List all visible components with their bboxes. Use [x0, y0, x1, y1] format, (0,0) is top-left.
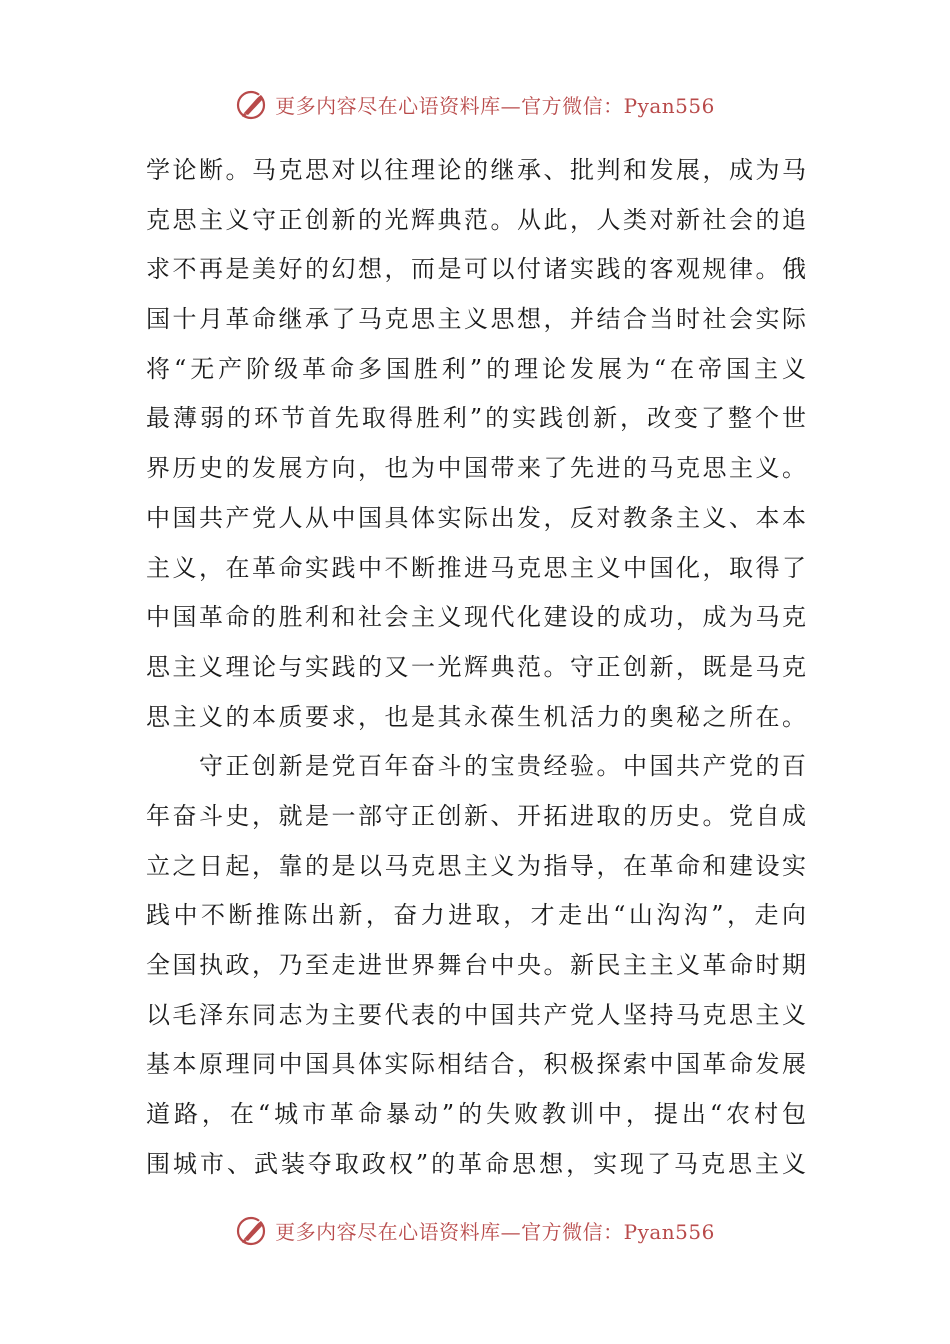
header-banner	[0, 84, 950, 124]
footer-banner	[0, 1210, 950, 1250]
body-line: 中国共产党人从中国具体实际出发，反对教条主义、本本	[146, 503, 806, 532]
body-line: 将“无产阶级革命多国胜利”的理论发展为“在帝国主义	[146, 354, 806, 383]
body-line: 以毛泽东同志为主要代表的中国共产党人坚持马克思主义	[146, 1000, 806, 1029]
body-line: 思主义理论与实践的又一光辉典范。守正创新，既是马克	[146, 652, 806, 681]
body-line: 道路，在“城市革命暴动”的失败教训中，提出“农村包	[146, 1100, 806, 1129]
footer-banner-text: 更多内容尽在心语资料库—官方微信：Pyan556	[275, 1219, 715, 1244]
body-line: 围城市、武装夺取政权”的革命思想，实现了马克思主义	[146, 1149, 806, 1178]
body-line: 求不再是美好的幻想，而是可以付诸实践的客观规律。俄	[146, 255, 806, 284]
pen-logo-icon	[235, 1213, 269, 1247]
body-line: 界历史的发展方向，也为中国带来了先进的马克思主义。	[146, 454, 806, 483]
body-line: 中国革命的胜利和社会主义现代化建设的成功，成为马克	[146, 603, 806, 632]
body-line: 全国执政，乃至走进世界舞台中央。新民主主义革命时期	[146, 951, 806, 979]
document-body	[146, 146, 806, 1189]
body-line: 学论断。马克思对以往理论的继承、批判和发展，成为马	[146, 156, 806, 184]
body-line: 克思主义守正创新的光辉典范。从此，人类对新社会的追	[146, 205, 806, 234]
body-line: 年奋斗史，就是一部守正创新、开拓进取的历史。党自成	[146, 801, 806, 830]
body-line: 基本原理同中国具体实际相结合，积极探索中国革命发展	[146, 1050, 806, 1079]
body-line: 国十月革命继承了马克思主义思想，并结合当时社会实际	[146, 305, 806, 334]
body-line: 最薄弱的环节首先取得胜利”的实践创新，改变了整个世	[146, 404, 806, 433]
header-banner-text: 更多内容尽在心语资料库—官方微信：Pyan556	[275, 93, 715, 118]
pen-logo-icon	[235, 87, 269, 121]
body-line: 践中不断推陈出新，奋力进取，才走出“山沟沟”，走向	[146, 901, 806, 930]
body-line: 守正创新是党百年奋斗的宝贵经验。中国共产党的百	[146, 752, 806, 781]
body-line: 主义，在革命实践中不断推进马克思主义中国化，取得了	[146, 553, 806, 582]
body-line: 思主义的本质要求，也是其永葆生机活力的奥秘之所在。	[146, 702, 806, 731]
body-line: 立之日起，靠的是以马克思主义为指导，在革命和建设实	[146, 851, 806, 880]
